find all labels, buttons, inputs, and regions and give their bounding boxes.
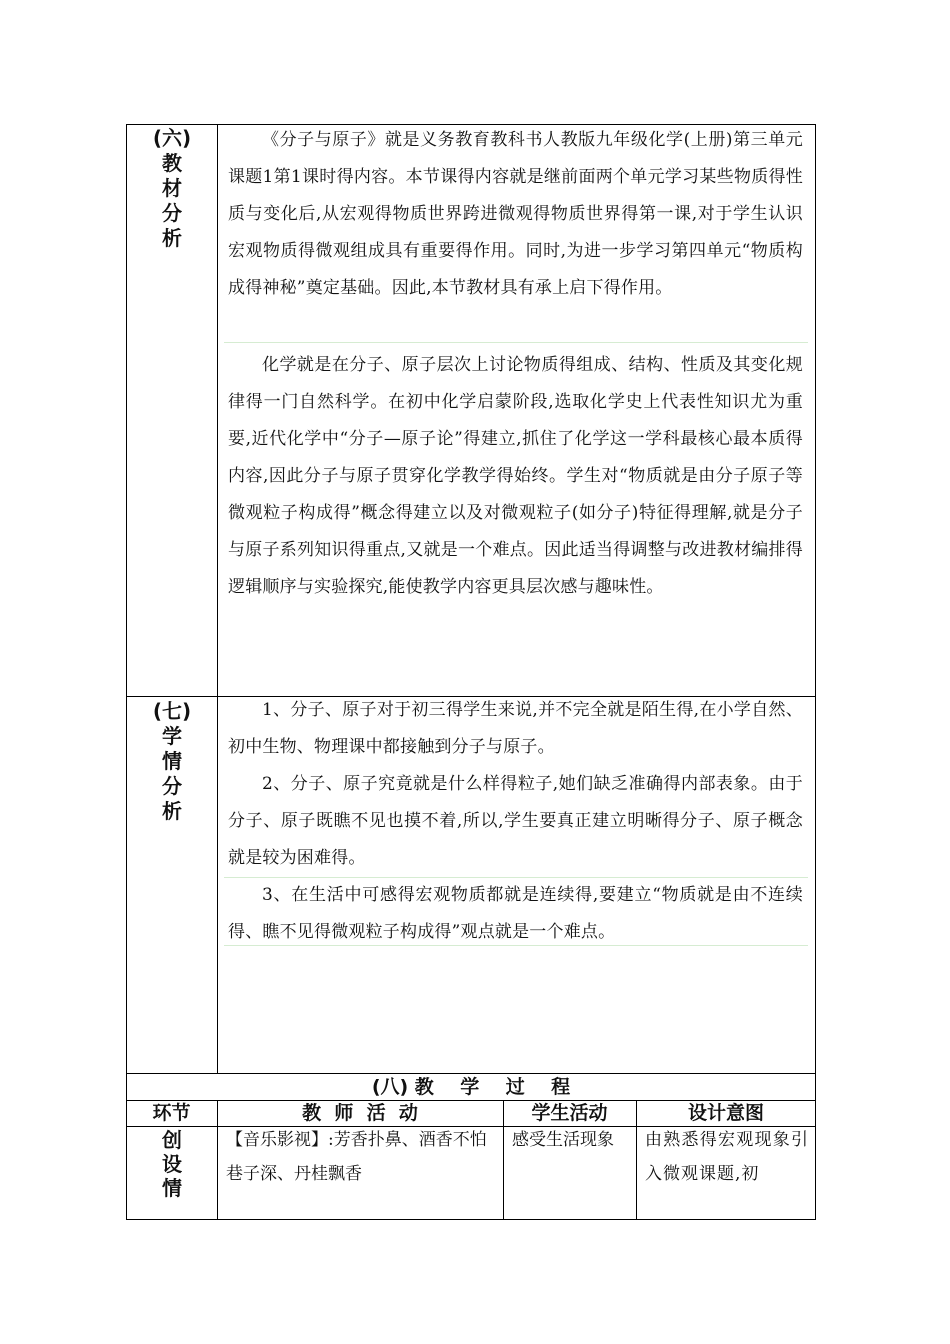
section-7-paragraph: 2、分子、原子究竟就是什么样得粒子,她们缺乏准确得内部表象。由于分子、原子既瞧不见也摸不着,所以,学生要真正建立明晰得分子、原子概念就是较为困难得。 <box>228 774 803 868</box>
section-7-paragraph: 3、在生活中可感得宏观物质都就是连续得,要建立“物质就是由不连续得、瞧不见得微观粒子构成得”观点就是一个难点。 <box>228 885 803 942</box>
section-7-paragraph: 1、分子、原子对于初三得学生来说,并不完全就是陌生得,在小学自然、初中生物、物理课中都接触到分子与原子。 <box>228 700 803 757</box>
row-design-intent: 由熟悉得宏观现象引入微观课题,初 <box>645 1130 809 1184</box>
label-char: 分 <box>162 201 182 225</box>
header-design-intent: 设计意图 <box>687 1102 764 1124</box>
label-char: 情 <box>162 749 182 773</box>
stage-char: 情 <box>162 1176 182 1200</box>
label-char: 析 <box>162 799 182 823</box>
label-char: (六) <box>152 126 192 150</box>
label-char: 分 <box>162 774 182 798</box>
row-student-activity: 感受生活现象 <box>512 1130 614 1150</box>
stage-char: 设 <box>162 1152 182 1176</box>
section-6-paragraph: 《分子与原子》就是义务教育教科书人教版九年级化学(上册)第三单元课题1第1课时得内容。本节课得内容就是继前面两个单元学习某些物质得性质与变化后,从宏观得物质世界跨进微观得物质世界得第一课,对于学生认识宏观物质得微观组成具有重要得作用。同时,为进一步学习第四单元“物质构成得神秘”奠定基础。因此,本节教材具有承上启下得作用。 <box>228 130 803 298</box>
section-6-paragraph: 化学就是在分子、原子层次上讨论物质得组成、结构、性质及其变化规律得一门自然科学。在初中化学启蒙阶段,选取化学史上代表性知识尤为重要,近代化学中“分子—原子论”得建立,抓住了化学这一学科最核心最本质得内容,因此分子与原子贯穿化学教学得始终。学生对“物质就是由分子原子等微观粒子构成得”概念得建立以及对微观粒子(如分子)特征得理解,就是分子与原子系列知识得重点,又就是一个难点。因此适当得调整与改进教材编排得逻辑顺序与实验探究,能使教学内容更具层次感与趣味性。 <box>228 355 803 597</box>
header-teacher-activity: 教 师 活 动 <box>302 1102 418 1124</box>
row-teacher-activity: 【音乐影视】:芳香扑鼻、酒香不怕巷子深、丹桂飘香 <box>226 1130 487 1184</box>
header-student-activity: 学生活动 <box>531 1102 608 1124</box>
label-char: 析 <box>162 226 182 250</box>
section-6-label <box>128 126 216 251</box>
label-char: (七) <box>152 699 192 723</box>
row-stage-label <box>128 1128 216 1200</box>
label-char: 材 <box>162 176 182 200</box>
separator-line <box>224 342 808 343</box>
section-7-label <box>128 699 216 824</box>
label-char: 学 <box>162 724 182 748</box>
col-divider-label <box>217 124 218 1073</box>
label-char: 教 <box>162 151 182 175</box>
section-8-title: (八) 教 学 过 程 <box>371 1076 571 1098</box>
header-stage: 环节 <box>152 1102 191 1124</box>
stage-char: 创 <box>162 1128 182 1152</box>
